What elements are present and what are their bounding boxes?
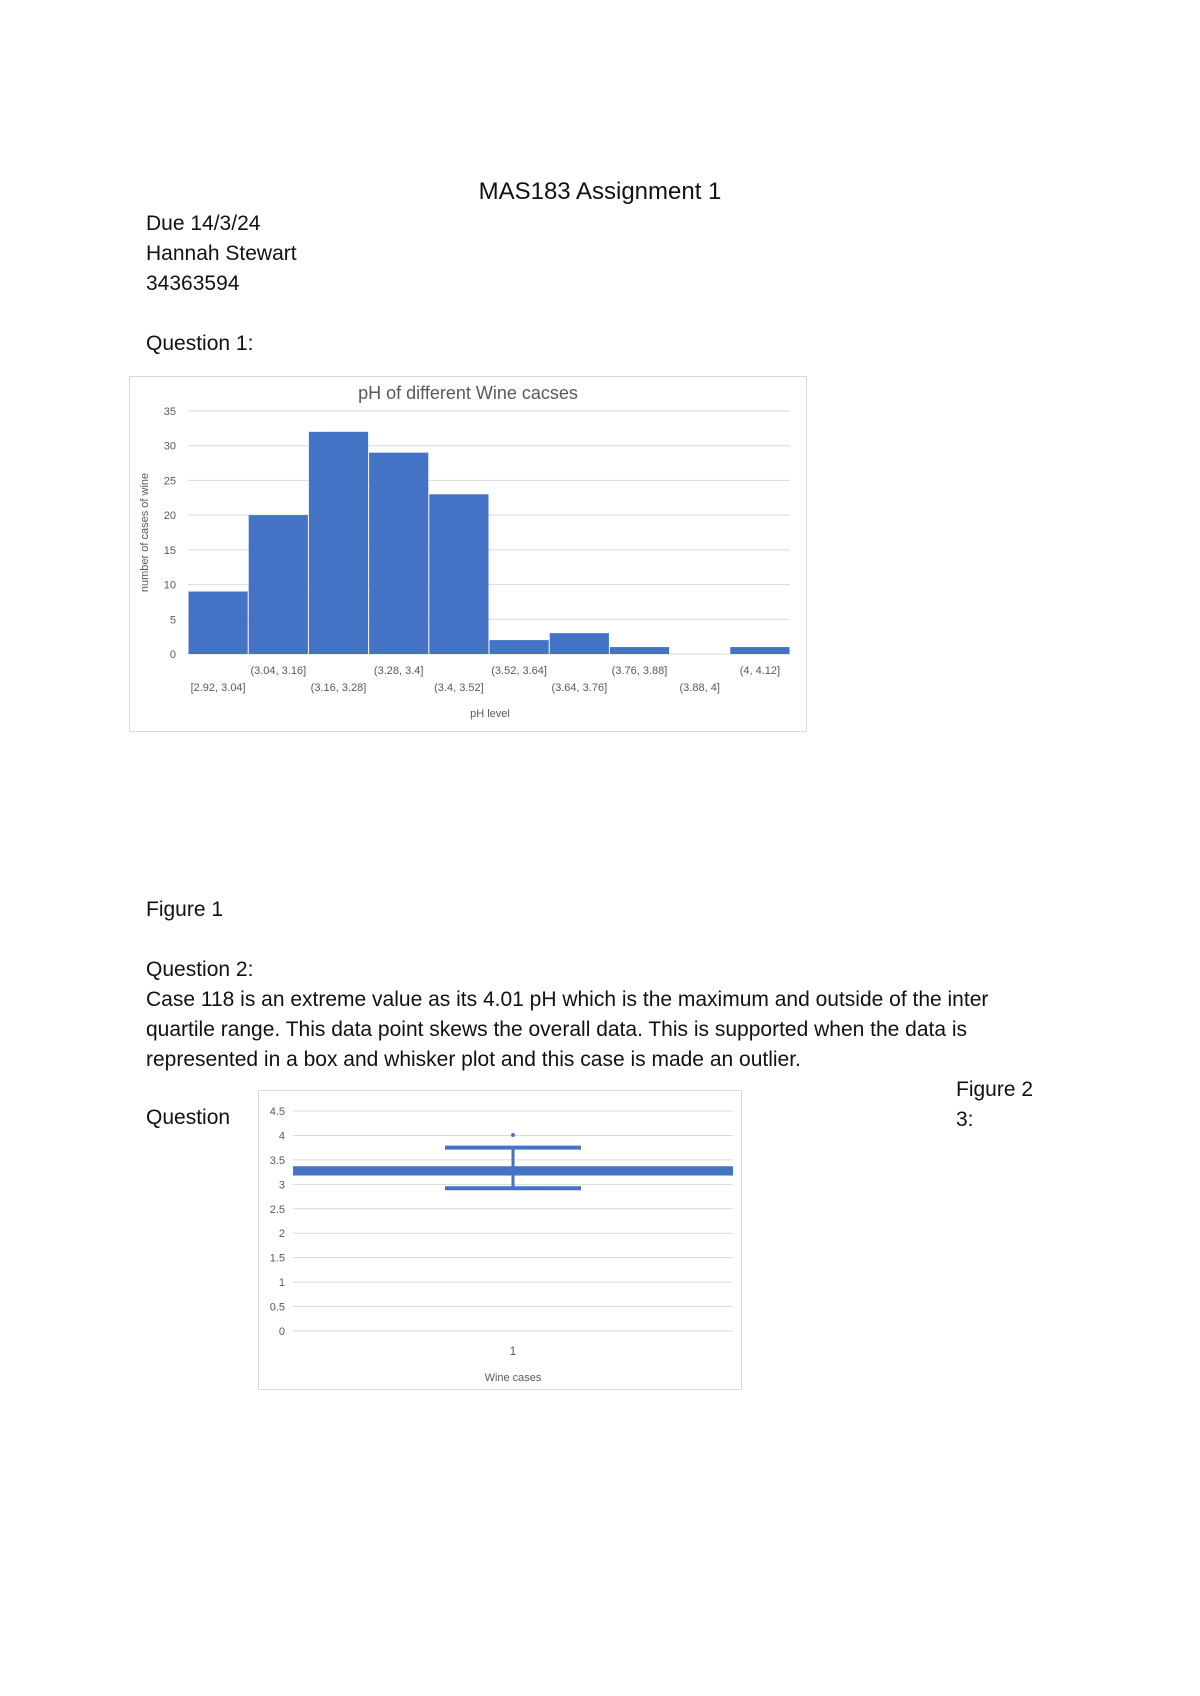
x-tick-label: (3.04, 3.16] bbox=[250, 665, 307, 677]
x-tick-label: (3.52, 3.64] bbox=[491, 665, 547, 677]
y-tick-label: 2 bbox=[278, 1228, 285, 1241]
outlier-point bbox=[511, 1133, 515, 1137]
y-tick-label: 1.5 bbox=[269, 1252, 285, 1265]
figure-1-label: Figure 1 bbox=[146, 898, 224, 921]
x-tick-label: (3.88, 4] bbox=[679, 682, 720, 694]
x-tick-label: (3.16, 3.28] bbox=[310, 682, 367, 694]
histogram-bar bbox=[429, 494, 488, 654]
y-tick-label: 35 bbox=[163, 406, 176, 418]
x-tick-label: (4, 4.12] bbox=[739, 665, 781, 677]
y-tick-label: 25 bbox=[163, 475, 176, 488]
y-tick-label: 4.5 bbox=[269, 1106, 285, 1118]
question-2-answer: Case 118 is an extreme value as its 4.01 pH which is the maximum and outside of the inter quartile range. This data point skews the overall data. This is supported when the data is represented in a box and whisker plot and this case is made an outlier. bbox=[146, 988, 989, 1071]
chart-title: pH of different Wine cacses bbox=[358, 383, 578, 403]
histogram-bar bbox=[369, 453, 428, 654]
y-tick-label: 0.5 bbox=[269, 1301, 285, 1314]
x-tick-label: (3.76, 3.88] bbox=[611, 665, 668, 677]
question-3-label: Question bbox=[146, 1106, 231, 1129]
y-tick-label: 0 bbox=[169, 649, 176, 661]
histogram-bar bbox=[490, 640, 549, 654]
y-tick-label: 0 bbox=[278, 1326, 285, 1338]
histogram-svg bbox=[130, 377, 806, 731]
boxplot-svg bbox=[259, 1091, 741, 1389]
y-tick-label: 3 bbox=[278, 1179, 285, 1192]
y-tick-label: 1 bbox=[278, 1277, 285, 1290]
boxplot-chart bbox=[258, 1090, 742, 1390]
histogram-bar bbox=[249, 515, 308, 654]
figure-2-label-cont: 3: bbox=[956, 1108, 974, 1131]
y-tick-label: 15 bbox=[163, 544, 176, 557]
x-tick-label: [2.92, 3.04] bbox=[190, 682, 246, 694]
x-tick-label: (3.28, 3.4] bbox=[373, 665, 424, 677]
histogram-bar bbox=[309, 432, 368, 654]
histogram-bar bbox=[550, 633, 609, 654]
due-date: Due 14/3/24 bbox=[146, 212, 261, 235]
histogram-bar bbox=[189, 592, 248, 654]
y-tick-label: 5 bbox=[169, 614, 176, 627]
x-tick-label: 1 bbox=[509, 1344, 517, 1358]
histogram-chart bbox=[129, 376, 807, 732]
figure-2-label: Figure 2 bbox=[956, 1078, 1034, 1101]
y-axis-label: number of cases of wine bbox=[139, 472, 151, 593]
x-tick-label: (3.4, 3.52] bbox=[434, 682, 484, 694]
x-tick-label: (3.64, 3.76] bbox=[551, 682, 608, 694]
y-tick-label: 3.5 bbox=[269, 1154, 285, 1167]
histogram-bar bbox=[610, 647, 669, 654]
y-tick-label: 20 bbox=[163, 510, 176, 523]
page-title: MAS183 Assignment 1 bbox=[478, 178, 722, 205]
y-tick-label: 30 bbox=[163, 440, 176, 453]
author-name: Hannah Stewart bbox=[146, 242, 297, 265]
x-axis-label: Wine cases bbox=[484, 1372, 542, 1384]
histogram-bar bbox=[730, 647, 789, 654]
y-tick-label: 2.5 bbox=[269, 1203, 285, 1216]
student-id: 34363594 bbox=[146, 272, 240, 295]
y-tick-label: 10 bbox=[163, 579, 176, 592]
question-1-label: Question 1: bbox=[146, 332, 254, 355]
question-2-label: Question 2: bbox=[146, 958, 254, 981]
x-axis-label: pH level bbox=[470, 708, 510, 720]
y-tick-label: 4 bbox=[278, 1130, 285, 1143]
